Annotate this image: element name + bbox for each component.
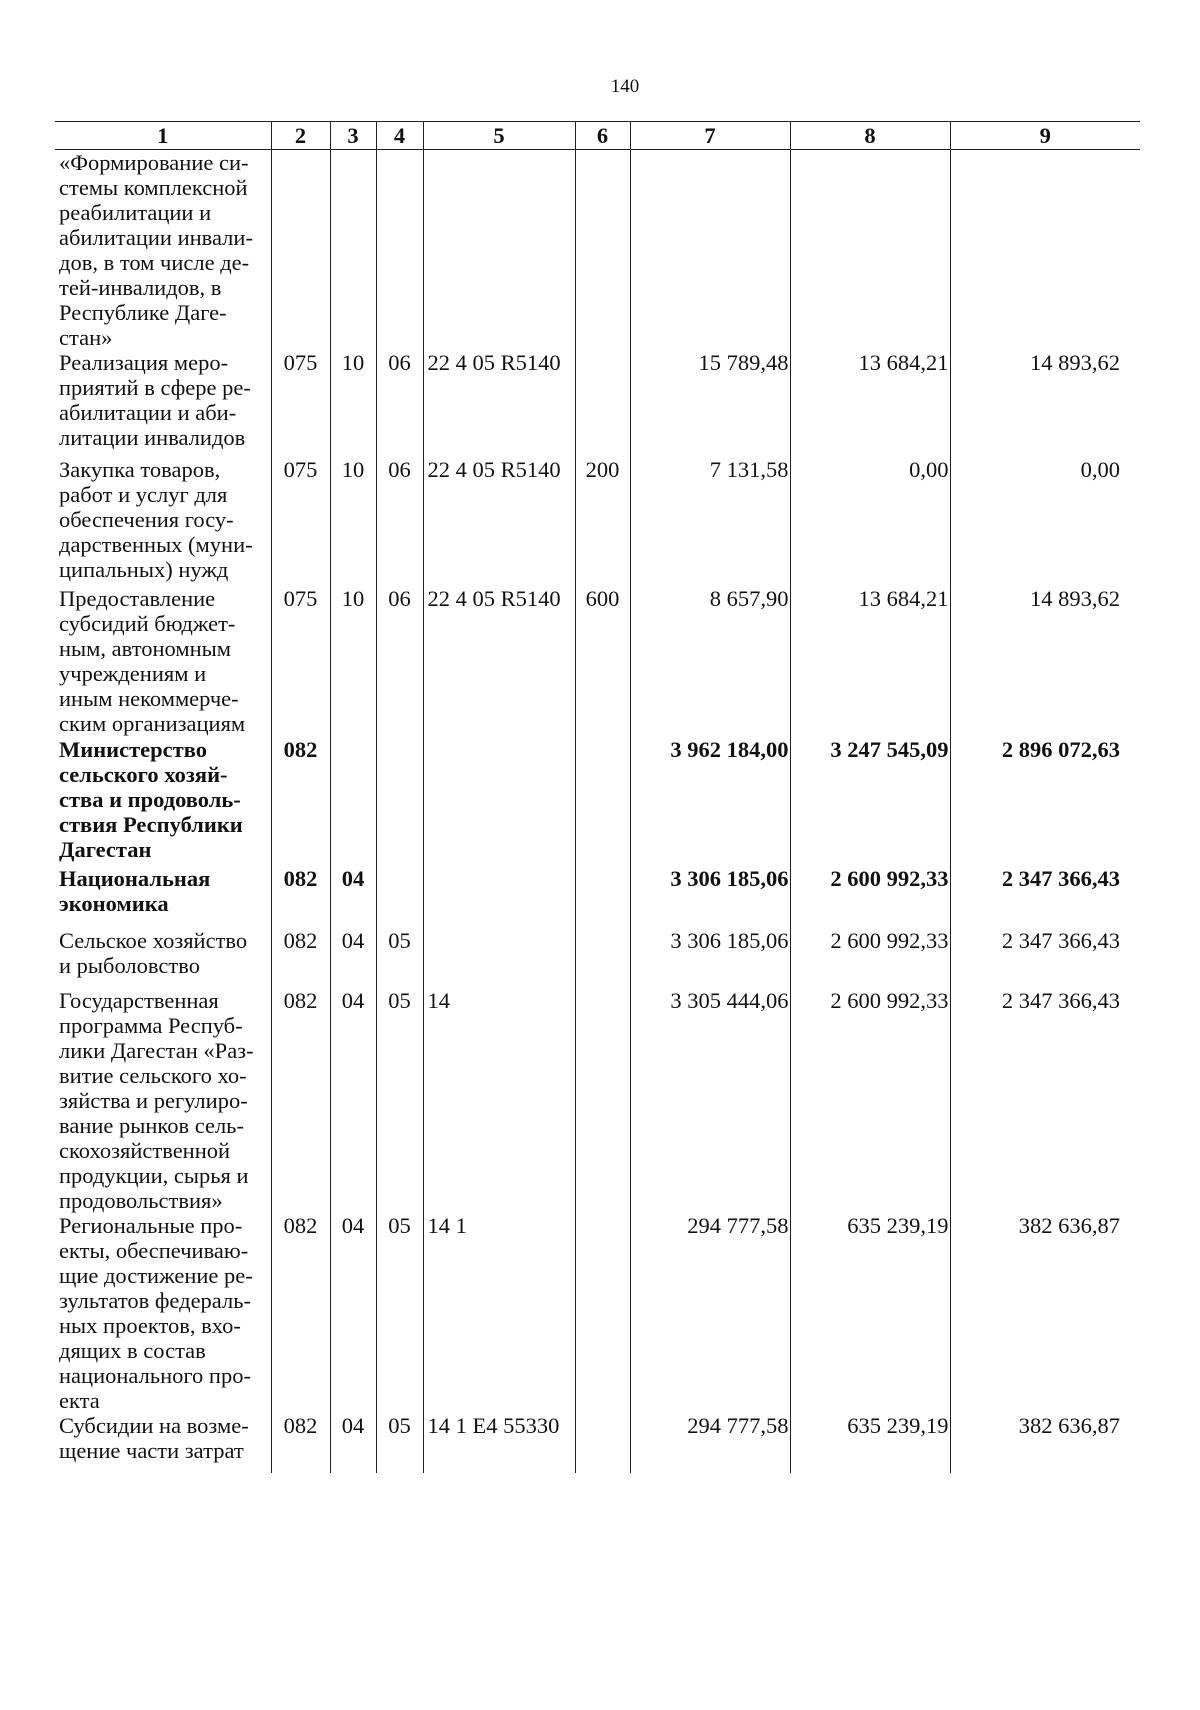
- column-header-6: 6: [575, 122, 630, 150]
- col-3-cell: 04: [330, 988, 376, 1213]
- amount-col-7-cell: 3 962 184,00: [630, 737, 790, 866]
- col-5-cell: [423, 866, 575, 928]
- col-4-cell: 05: [376, 1213, 423, 1413]
- col-3-cell: 04: [330, 866, 376, 928]
- col-6-cell: [575, 928, 630, 988]
- amount-col-8-cell: 3 247 545,09: [790, 737, 950, 866]
- col-5-cell: 22 4 05 R5140: [423, 350, 575, 457]
- amount-col-7-cell: 15 789,48: [630, 350, 790, 457]
- table-row: [55, 586, 1140, 737]
- amount-col-8-cell: 2 600 992,33: [790, 928, 950, 988]
- col-4-cell: 06: [376, 457, 423, 586]
- row-name-cell: Закупка товаров, работ и услуг для обеспечения госу- дарственных (муни- ципальных) нужд: [59, 457, 253, 582]
- table-row: [55, 866, 1140, 928]
- row-name-cell: Министерство сельского хозяй- ства и продоволь- ствия Республики Дагестан: [59, 737, 243, 862]
- col-6-cell: [575, 988, 630, 1213]
- table-row: [55, 737, 1140, 866]
- table-row: [55, 988, 1140, 1213]
- col-5-cell: 22 4 05 R5140: [423, 586, 575, 737]
- column-header-1: 1: [55, 122, 271, 150]
- amount-col-8-cell: 635 239,19: [790, 1413, 950, 1473]
- table-row: [55, 350, 1140, 457]
- row-name-cell: Национальная экономика: [59, 866, 211, 916]
- row-name-cell: Сельское хозяйство и рыболовство: [59, 928, 248, 978]
- col-4-cell: 06: [376, 350, 423, 457]
- col-6-cell: [575, 350, 630, 457]
- column-header-7: 7: [630, 122, 790, 150]
- row-name-cell: Субсидии на возме- щение части затрат: [59, 1413, 249, 1463]
- col-2-cell: 082: [271, 1213, 330, 1413]
- row-name-cell: Реализация меро- приятий в сфере ре- абилитации и аби- литации инвалидов: [59, 350, 251, 450]
- col-6-cell: [575, 150, 630, 351]
- col-4-cell: 06: [376, 586, 423, 737]
- col-3-cell: 10: [330, 586, 376, 737]
- amount-col-7-cell: 294 777,58: [630, 1413, 790, 1473]
- row-name-cell: Региональные про- екты, обеспечиваю- щие достижение ре- зультатов федераль- ных проектов, вхо- дящих в состав национального про- екта: [59, 1213, 253, 1413]
- col-2-cell: 082: [271, 866, 330, 928]
- col-6-cell: 200: [575, 457, 630, 586]
- amount-col-8-cell: 2 600 992,33: [790, 866, 950, 928]
- table-row: [55, 150, 1140, 351]
- col-3-cell: [330, 737, 376, 866]
- col-5-cell: [423, 150, 575, 351]
- amount-col-7-cell: 8 657,90: [630, 586, 790, 737]
- amount-col-9-cell: 2 347 366,43: [950, 928, 1140, 988]
- col-2-cell: 075: [271, 457, 330, 586]
- col-2-cell: 082: [271, 1413, 330, 1473]
- amount-col-9-cell: 382 636,87: [950, 1213, 1140, 1413]
- row-name-cell: Предоставление субсидий бюджет- ным, автономным учреждениям и иным некоммерче- ским организациям: [59, 586, 246, 736]
- column-header-5: 5: [423, 122, 575, 150]
- table-row: [55, 928, 1140, 988]
- column-header-3: 3: [330, 122, 376, 150]
- amount-col-8-cell: 13 684,21: [790, 586, 950, 737]
- row-name-cell: «Формирование си- стемы комплексной реабилитации и абилитации инвали- дов, в том числе де- тей-инвалидов, в Республике Даге- стан»: [59, 150, 253, 350]
- amount-col-8-cell: 13 684,21: [790, 350, 950, 457]
- col-3-cell: 10: [330, 350, 376, 457]
- table-row: [55, 1413, 1140, 1473]
- amount-col-8-cell: 0,00: [790, 457, 950, 586]
- table-body: [55, 150, 1140, 1474]
- col-4-cell: 05: [376, 988, 423, 1213]
- amount-col-7-cell: [630, 150, 790, 351]
- amount-col-9-cell: 2 896 072,63: [950, 737, 1140, 866]
- column-header-4: 4: [376, 122, 423, 150]
- amount-col-9-cell: 382 636,87: [950, 1413, 1140, 1473]
- col-2-cell: 075: [271, 586, 330, 737]
- table-row: [55, 1213, 1140, 1413]
- amount-col-9-cell: 14 893,62: [950, 350, 1140, 457]
- table-row: [55, 457, 1140, 586]
- col-3-cell: 04: [330, 1413, 376, 1473]
- col-2-cell: 082: [271, 928, 330, 988]
- amount-col-9-cell: [950, 150, 1140, 351]
- col-5-cell: 14 1 E4 55330: [423, 1413, 575, 1473]
- amount-col-7-cell: 294 777,58: [630, 1213, 790, 1413]
- col-5-cell: [423, 737, 575, 866]
- amount-col-7-cell: 3 306 185,06: [630, 866, 790, 928]
- col-3-cell: 04: [330, 928, 376, 988]
- col-4-cell: 05: [376, 928, 423, 988]
- amount-col-7-cell: 3 305 444,06: [630, 988, 790, 1213]
- col-5-cell: 14: [423, 988, 575, 1213]
- column-header-8: 8: [790, 122, 950, 150]
- col-2-cell: 082: [271, 988, 330, 1213]
- col-3-cell: 10: [330, 457, 376, 586]
- col-6-cell: [575, 1413, 630, 1473]
- col-2-cell: 082: [271, 737, 330, 866]
- col-6-cell: [575, 866, 630, 928]
- col-4-cell: [376, 737, 423, 866]
- amount-col-8-cell: 635 239,19: [790, 1213, 950, 1413]
- amount-col-7-cell: 3 306 185,06: [630, 928, 790, 988]
- col-5-cell: [423, 928, 575, 988]
- amount-col-7-cell: 7 131,58: [630, 457, 790, 586]
- col-5-cell: 14 1: [423, 1213, 575, 1413]
- amount-col-9-cell: 2 347 366,43: [950, 866, 1140, 928]
- amount-col-9-cell: 0,00: [950, 457, 1140, 586]
- column-header-9: 9: [950, 122, 1140, 150]
- col-4-cell: [376, 150, 423, 351]
- col-6-cell: [575, 1213, 630, 1413]
- col-5-cell: 22 4 05 R5140: [423, 457, 575, 586]
- amount-col-9-cell: 2 347 366,43: [950, 988, 1140, 1213]
- col-4-cell: 05: [376, 1413, 423, 1473]
- column-header-2: 2: [271, 122, 330, 150]
- header-row: [55, 122, 1140, 150]
- col-2-cell: [271, 150, 330, 351]
- budget-table: [55, 121, 1140, 1473]
- page-number: 140: [610, 76, 640, 97]
- row-name-cell: Государственная программа Респуб- лики Дагестан «Раз- витие сельского хо- зяйства и регулиро- вание рынков сель- скохозяйственной продукции, сырья и продовольствия»: [59, 988, 254, 1213]
- amount-col-8-cell: 2 600 992,33: [790, 988, 950, 1213]
- amount-col-9-cell: 14 893,62: [950, 586, 1140, 737]
- col-6-cell: 600: [575, 586, 630, 737]
- col-3-cell: 04: [330, 1213, 376, 1413]
- col-2-cell: 075: [271, 350, 330, 457]
- col-4-cell: [376, 866, 423, 928]
- col-6-cell: [575, 737, 630, 866]
- amount-col-8-cell: [790, 150, 950, 351]
- col-3-cell: [330, 150, 376, 351]
